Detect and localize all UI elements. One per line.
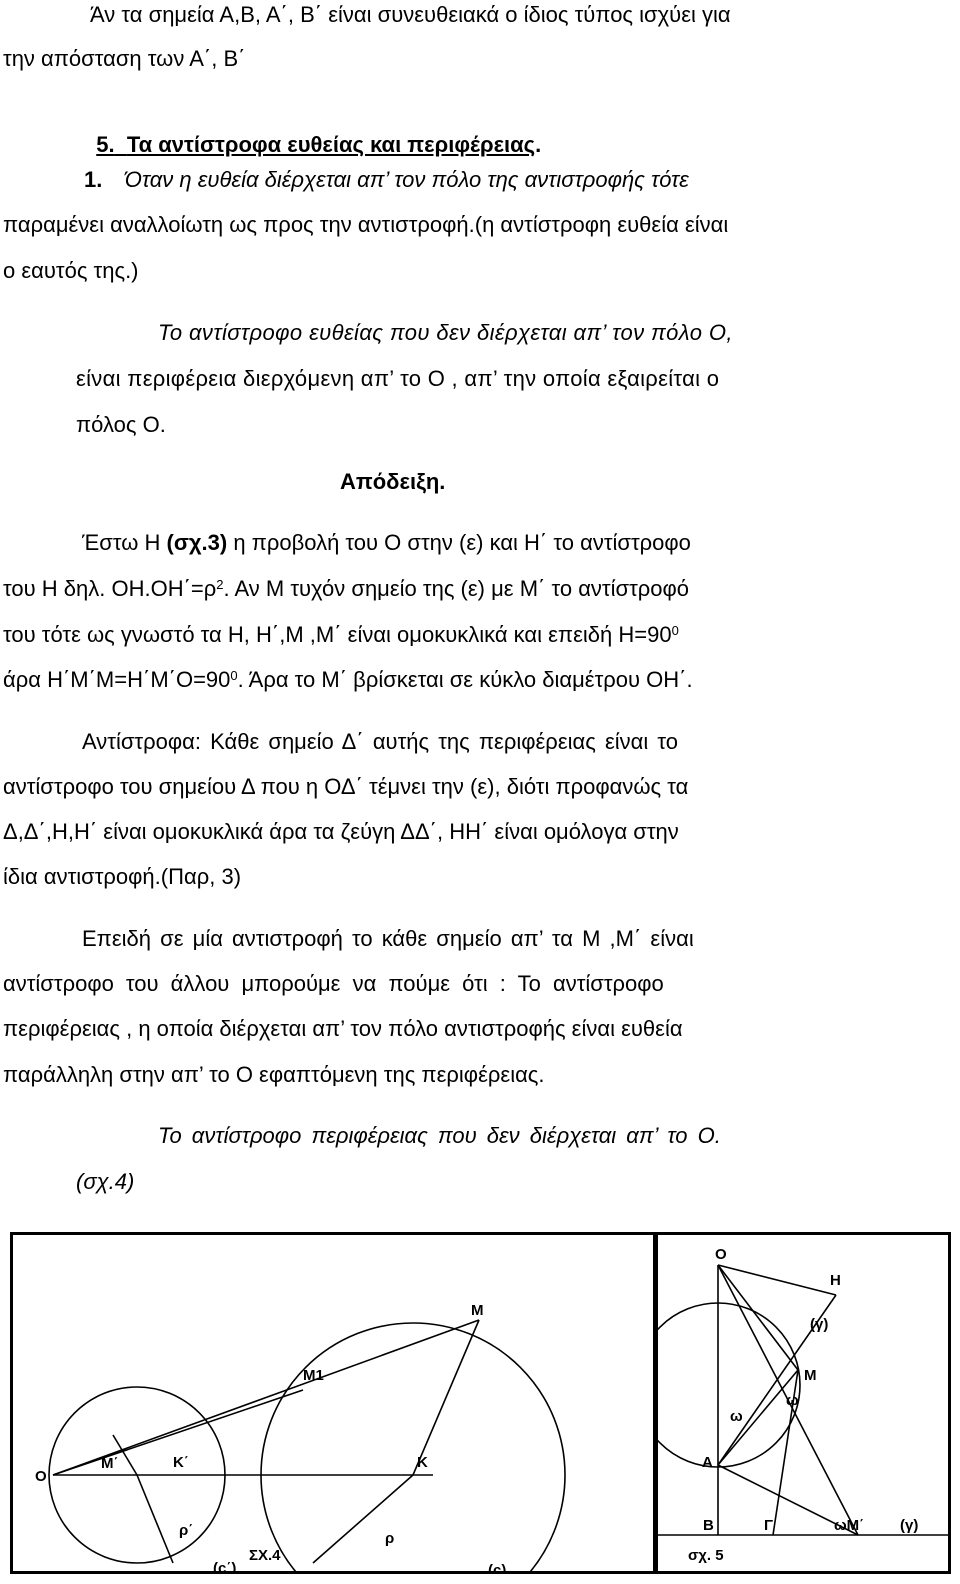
fig4-label-M: M bbox=[471, 1302, 484, 1319]
converse-line-1: Αντίστροφα: Κάθε σημείο Δ΄ αυτής της περιφέρειας είναι το bbox=[82, 729, 678, 754]
proof-line-4b: . Άρα το Μ΄ βρίσκεται σε κύκλο διαμέτρου ΟΗ΄. bbox=[237, 667, 693, 692]
theorem-line-3: πόλος Ο. bbox=[76, 412, 166, 437]
item-1-line-2: παραμένει αναλλοίωτη ως προς την αντιστροφή.(η αντίστροφη ευθεία είναι bbox=[3, 212, 729, 237]
figure-ref-3: (σχ.3) bbox=[166, 530, 228, 555]
circle-theorem-line-2: (σχ.4) bbox=[76, 1169, 135, 1194]
item-number: 1. bbox=[84, 167, 103, 192]
item-1-line-3: ο εαυτός της.) bbox=[3, 258, 139, 283]
large-circle-c bbox=[261, 1323, 565, 1571]
proof-line-1 bbox=[82, 530, 691, 556]
item-1-line-1 bbox=[84, 167, 892, 193]
segment-OH bbox=[718, 1265, 836, 1295]
figure-4-drawing bbox=[13, 1235, 653, 1571]
fig4-label-rho-prime: ρ΄ bbox=[179, 1522, 194, 1539]
segment-OM bbox=[718, 1265, 798, 1370]
proof-line-4a: άρα Η΄Μ΄Μ=Η΄Μ΄Ο=90 bbox=[3, 667, 231, 692]
circle-theorem-line-1: Το αντίστροφο περιφέρειας που δεν διέρχεται απ’ το Ο. bbox=[158, 1123, 721, 1148]
proof-line-1a: Έστω Η bbox=[82, 530, 167, 555]
proof-line-1c: η προβολή του Ο στην (ε) και Η΄ το αντίστροφο bbox=[227, 530, 691, 555]
proof-line-3 bbox=[3, 622, 679, 648]
fig4-caption: ΣΧ.4 bbox=[249, 1547, 281, 1564]
fig5-caption: σχ. 5 bbox=[688, 1547, 724, 1564]
figure-4 bbox=[10, 1232, 656, 1574]
fig5-label-A: A bbox=[702, 1454, 713, 1471]
intro-line-2: την απόσταση των Α΄, Β΄ bbox=[3, 46, 246, 71]
large-radius bbox=[313, 1475, 413, 1563]
converse-line-2: αντίστροφο του σημείου Δ που η ΟΔ΄ τέμνει την (ε), διότι προφανώς τα bbox=[3, 774, 689, 799]
circle-gamma bbox=[658, 1303, 800, 1467]
fig4-label-c-prime: (c΄) bbox=[213, 1560, 237, 1571]
since-line-2: αντίστροφο του άλλου μπορούμε να πούμε ότι : Το αντίστροφο bbox=[3, 971, 664, 996]
section-title-dot: . bbox=[535, 132, 542, 157]
section-title: Τα αντίστροφα ευθείας και περιφέρειας bbox=[126, 132, 536, 157]
fig5-label-M: M bbox=[804, 1367, 817, 1384]
fig5-label-H: H bbox=[830, 1272, 841, 1289]
section-heading bbox=[84, 106, 541, 158]
figure-5-drawing bbox=[658, 1235, 948, 1571]
intro-line-1: Άν τα σημεία Α,Β, Α΄, Β΄ είναι συνευθειακά ο ίδιος τύπος ισχύει για bbox=[90, 2, 731, 27]
fig4-label-K-prime: K΄ bbox=[173, 1454, 189, 1471]
converse-line-4: ίδια αντιστροφή.(Παρ, 3) bbox=[3, 864, 242, 889]
converse-line-3: Δ,Δ΄,Η,Η΄ είναι ομοκυκλικά άρα τα ζεύγη ΔΔ΄, ΗΗ΄ είναι ομόλογα στην bbox=[3, 819, 679, 844]
section-number: 5. bbox=[96, 132, 115, 157]
theorem-line-1: Το αντίστροφο ευθείας που δεν διέρχεται απ’ τον πόλο Ο, bbox=[158, 320, 733, 345]
exponent: 2 bbox=[216, 577, 224, 592]
radius-to-tangent bbox=[413, 1320, 479, 1475]
item-1-text: Όταν η ευθεία διέρχεται απ’ τον πόλο της αντιστροφής τότε bbox=[124, 167, 689, 192]
fig4-label-rho: ρ bbox=[385, 1530, 395, 1547]
since-line-1: Επειδή σε μία αντιστροφή το κάθε σημείο απ’ τα Μ ,Μ΄ είναι bbox=[82, 926, 694, 951]
fig4-label-K: K bbox=[417, 1454, 428, 1471]
fig5-label-omega-M-prime: ωΜ΄ bbox=[834, 1517, 865, 1534]
proof-title: Απόδειξη. bbox=[340, 469, 446, 494]
fig4-label-M1: M1 bbox=[303, 1367, 324, 1384]
degree: 0 bbox=[671, 623, 679, 638]
fig5-label-omega-2: ω bbox=[786, 1392, 799, 1409]
fig4-label-O: O bbox=[35, 1468, 47, 1485]
fig5-label-gamma-1: (γ) bbox=[810, 1316, 829, 1333]
theorem-line-2: είναι περιφέρεια διερχόμενη απ’ το Ο , απ’ την οποία εξαιρείται ο bbox=[76, 366, 720, 391]
fig5-label-B: B bbox=[703, 1517, 714, 1534]
since-line-4: παράλληλη στην απ’ το Ο εφαπτόμενη της περιφέρειας. bbox=[3, 1062, 545, 1087]
fig5-label-gamma-2: (γ) bbox=[900, 1517, 919, 1534]
since-line-3: περιφέρειας , η οποία διέρχεται απ’ τον πόλο αντιστροφής είναι ευθεία bbox=[3, 1016, 683, 1041]
fig5-label-omega-1: ω bbox=[730, 1408, 743, 1425]
proof-line-2b: . Αν Μ τυχόν σημείο της (ε) με Μ΄ το αντίστροφό bbox=[223, 576, 690, 601]
proof-line-2 bbox=[3, 576, 689, 602]
fig5-label-Gamma: Γ bbox=[764, 1517, 774, 1534]
degree: 0 bbox=[230, 668, 238, 683]
proof-line-3a: του τότε ως γνωστό τα Η, Η΄,Μ ,Μ΄ είναι ομοκυκλικά και επειδή Η=90 bbox=[3, 622, 672, 647]
proof-line-2a: του Η δηλ. ΟΗ.ΟΗ΄=ρ bbox=[3, 576, 217, 601]
fig4-label-c: (c) bbox=[488, 1562, 507, 1571]
small-radius-2 bbox=[137, 1475, 173, 1563]
fig4-label-M-prime: M΄ bbox=[101, 1455, 119, 1472]
tangent-line bbox=[53, 1320, 479, 1475]
proof-line-4 bbox=[3, 667, 693, 693]
figure-5 bbox=[655, 1232, 951, 1574]
fig5-label-O: O bbox=[715, 1246, 727, 1263]
